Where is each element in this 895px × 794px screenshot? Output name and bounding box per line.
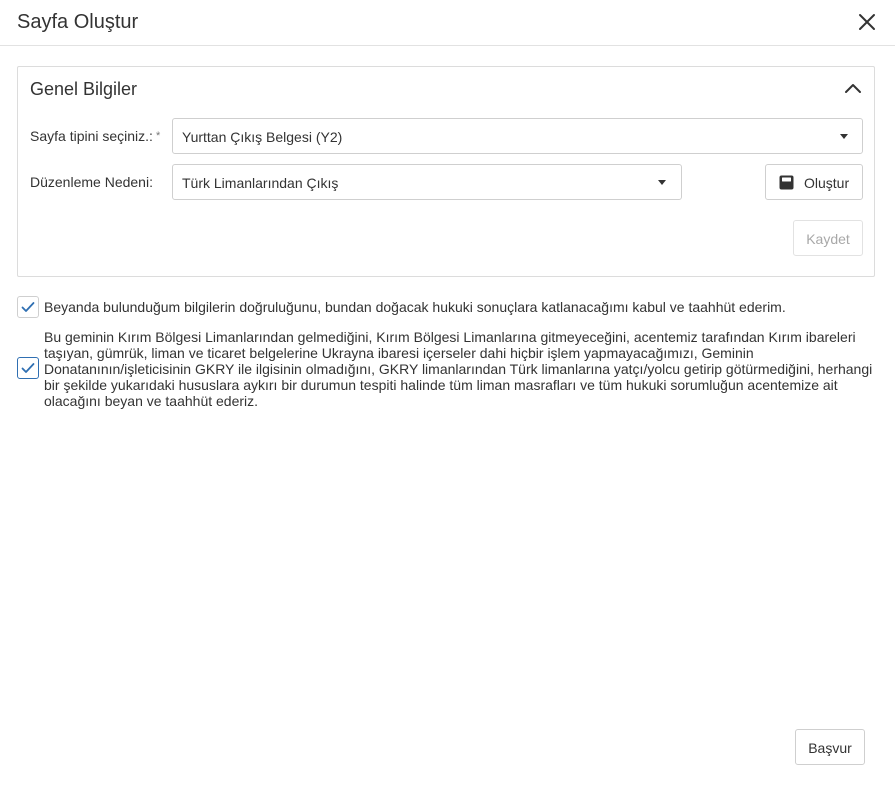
create-button[interactable] <box>765 164 863 200</box>
save-button-label: Kaydet <box>806 231 850 247</box>
page-type-label-text: Sayfa tipini seçiniz.: <box>30 128 153 144</box>
reason-select[interactable] <box>172 164 682 200</box>
declaration-text-1: Beyanda bulunduğum bilgilerin doğruluğunu, bundan doğacak hukuki sonuçlara katlanacağımı kabul ve taahhüt ederim. <box>44 299 786 315</box>
page-type-value: Yurttan Çıkış Belgesi (Y2) <box>182 129 343 145</box>
create-button-label: Oluştur <box>804 175 850 191</box>
declaration-checkbox-1[interactable] <box>17 296 39 318</box>
reason-label: Düzenleme Nedeni: <box>30 174 153 190</box>
general-info-panel <box>17 66 875 277</box>
chevron-up-icon[interactable] <box>843 79 863 99</box>
close-icon[interactable] <box>855 10 879 34</box>
page-type-select[interactable] <box>172 118 863 154</box>
panel-title: Genel Bilgiler <box>30 79 138 99</box>
apply-button[interactable] <box>795 729 865 765</box>
save-icon <box>779 175 794 190</box>
declaration-checkbox-2[interactable] <box>17 357 39 379</box>
save-button[interactable] <box>793 220 863 256</box>
apply-button-label: Başvur <box>808 740 852 756</box>
dialog-header <box>0 0 895 46</box>
page-type-label <box>30 127 160 145</box>
check-icon <box>21 300 35 314</box>
required-mark: * <box>155 130 161 142</box>
declaration-text-2: Bu geminin Kırım Bölgesi Limanlarından gelmediğini, Kırım Bölgesi Limanlarına gitmeyeceğini, acentemiz tarafından Kırım ibareleri taşıyan, gümrük, liman ve ticaret belgelerine Ukrayna ibaresi içerseler dahi hiçbir işlem yapmayacağımızı, Geminin Donatanının/işleticisinin GKRY ile ilgisinin olmadığını, GKRY limanlarından Türk limanlarına yatçı/yolcu getirip götürmediğini, herhangi bir şekilde yukarıdaki hususlara aykırı bir durumun tespiti halinde tüm liman masrafları ve tüm hukuki sorumluğun acentemize ait olacağını beyan ve taahhüt ederiz. <box>44 329 873 409</box>
caret-down-icon <box>658 180 666 185</box>
caret-down-icon <box>840 134 848 139</box>
reason-value: Türk Limanlarından Çıkış <box>182 175 339 191</box>
check-icon <box>21 361 35 375</box>
dialog-title: Sayfa Oluştur <box>17 11 139 33</box>
